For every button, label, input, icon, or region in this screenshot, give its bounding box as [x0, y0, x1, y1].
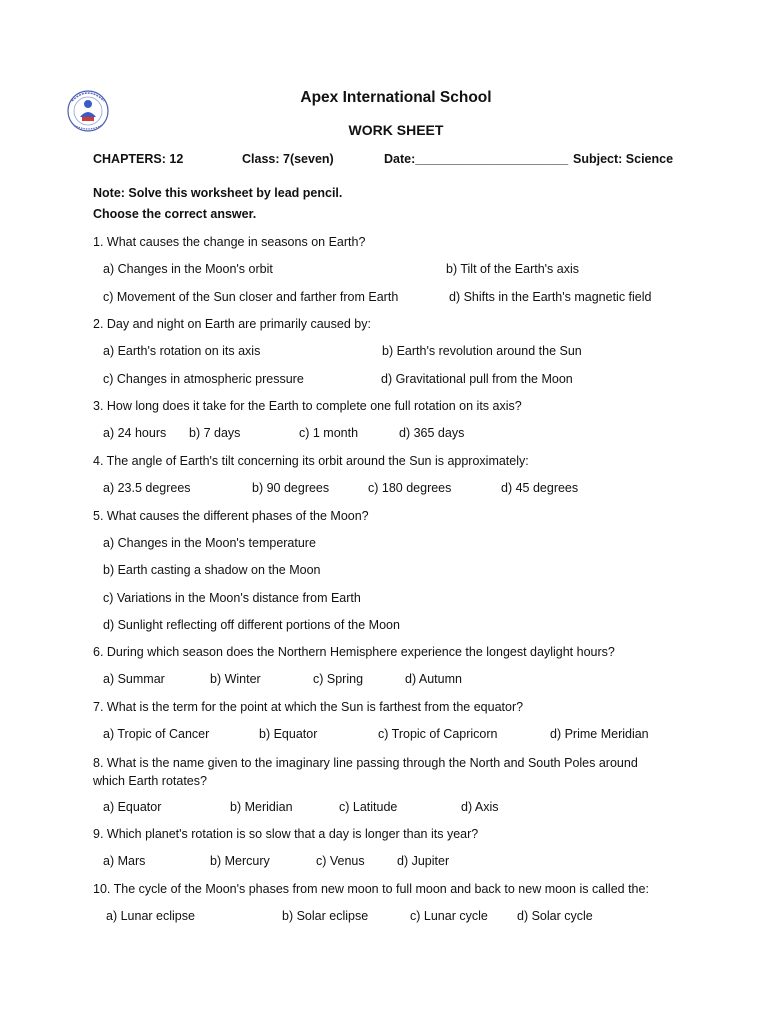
- q10-option-a[interactable]: a) Lunar eclipse: [106, 909, 195, 923]
- q4-option-c[interactable]: c) 180 degrees: [368, 481, 452, 495]
- q1-option-a[interactable]: a) Changes in the Moon's orbit: [103, 262, 273, 276]
- q10-option-c[interactable]: c) Lunar cycle: [410, 909, 488, 923]
- question-5: 5. What causes the different phases of the Moon?: [93, 509, 369, 523]
- note-text: Note: Solve this worksheet by lead pencil.: [93, 186, 343, 200]
- question-3: 3. How long does it take for the Earth to complete one full rotation on its axis?: [93, 399, 522, 413]
- q7-option-c[interactable]: c) Tropic of Capricorn: [378, 727, 498, 741]
- question-1: 1. What causes the change in seasons on Earth?: [93, 235, 366, 249]
- q1-option-d[interactable]: d) Shifts in the Earth's magnetic field: [449, 290, 652, 304]
- q8-option-c[interactable]: c) Latitude: [339, 800, 398, 814]
- q1-option-c[interactable]: c) Movement of the Sun closer and farther from Earth: [103, 290, 399, 304]
- q9-option-a[interactable]: a) Mars: [103, 854, 146, 868]
- question-6: 6. During which season does the Northern Hemisphere experience the longest daylight hours?: [93, 645, 615, 659]
- q2-option-b[interactable]: b) Earth's revolution around the Sun: [382, 344, 582, 358]
- q2-option-c[interactable]: c) Changes in atmospheric pressure: [103, 372, 304, 386]
- q3-option-c[interactable]: c) 1 month: [299, 426, 359, 440]
- q9-option-b[interactable]: b) Mercury: [210, 854, 270, 868]
- instruction-text: Choose the correct answer.: [93, 207, 257, 221]
- question-2: 2. Day and night on Earth are primarily caused by:: [93, 317, 371, 331]
- q4-option-b[interactable]: b) 90 degrees: [252, 481, 330, 495]
- q9-option-c[interactable]: c) Venus: [316, 854, 365, 868]
- q1-option-b[interactable]: b) Tilt of the Earth's axis: [446, 262, 579, 276]
- q7-option-a[interactable]: a) Tropic of Cancer: [103, 727, 210, 741]
- question-4: 4. The angle of Earth's tilt concerning its orbit around the Sun is approximately:: [93, 454, 529, 468]
- q3-option-a[interactable]: a) 24 hours: [103, 426, 167, 440]
- date-field[interactable]: Date:______________________: [384, 152, 569, 166]
- q7-option-d[interactable]: d) Prime Meridian: [550, 727, 649, 741]
- q6-option-b[interactable]: b) Winter: [210, 672, 261, 686]
- q3-option-b[interactable]: b) 7 days: [189, 426, 241, 440]
- q5-option-a[interactable]: a) Changes in the Moon's temperature: [103, 536, 316, 550]
- q2-option-a[interactable]: a) Earth's rotation on its axis: [103, 344, 261, 358]
- q6-option-c[interactable]: c) Spring: [313, 672, 364, 686]
- class-label: Class: 7(seven): [242, 152, 334, 166]
- q7-option-b[interactable]: b) Equator: [259, 727, 318, 741]
- q6-option-a[interactable]: a) Summar: [103, 672, 165, 686]
- q8-option-d[interactable]: d) Axis: [461, 800, 499, 814]
- question-8: 8. What is the name given to the imaginary line passing through the North and South Poles around which Earth rotates?: [93, 756, 638, 788]
- q3-option-d[interactable]: d) 365 days: [399, 426, 465, 440]
- q9-option-d[interactable]: d) Jupiter: [397, 854, 450, 868]
- chapters-label: CHAPTERS: 12: [93, 152, 184, 166]
- question-10: 10. The cycle of the Moon's phases from new moon to full moon and back to new moon is called the:: [93, 882, 649, 896]
- q4-option-d[interactable]: d) 45 degrees: [501, 481, 579, 495]
- q5-option-d[interactable]: d) Sunlight reflecting off different portions of the Moon: [103, 618, 400, 632]
- q8-option-b[interactable]: b) Meridian: [230, 800, 293, 814]
- school-name: Apex International School: [300, 89, 492, 106]
- q5-option-c[interactable]: c) Variations in the Moon's distance from Earth: [103, 591, 361, 605]
- question-9: 9. Which planet's rotation is so slow that a day is longer than its year?: [93, 827, 479, 841]
- q10-option-b[interactable]: b) Solar eclipse: [282, 909, 369, 923]
- subject-label: Subject: Science: [573, 152, 674, 166]
- q2-option-d[interactable]: d) Gravitational pull from the Moon: [381, 372, 573, 386]
- q8-option-a[interactable]: a) Equator: [103, 800, 162, 814]
- question-7: 7. What is the term for the point at which the Sun is farthest from the equator?: [93, 700, 524, 714]
- q10-option-d[interactable]: d) Solar cycle: [517, 909, 593, 923]
- worksheet-title: WORK SHEET: [348, 122, 444, 138]
- q5-option-b[interactable]: b) Earth casting a shadow on the Moon: [103, 563, 321, 577]
- q6-option-d[interactable]: d) Autumn: [405, 672, 462, 686]
- q4-option-a[interactable]: a) 23.5 degrees: [103, 481, 191, 495]
